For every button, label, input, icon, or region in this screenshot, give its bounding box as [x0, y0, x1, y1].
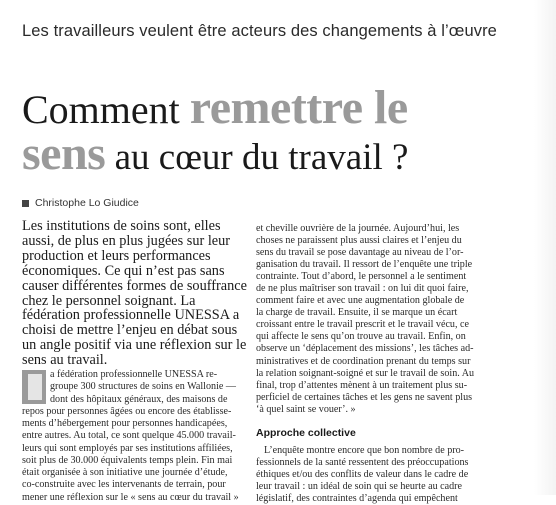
body-line: ganisation du travail. Il ressort de l’enquête une triple: [256, 259, 473, 271]
body-line: croissant entre le travail prescrit et le travail vécu, ce: [256, 319, 469, 331]
body-line: sens du travail se pose davantage au niveau de l’or-: [256, 247, 464, 259]
body-line: observe un ‘déplacement des missions’, les tâches ad-: [256, 343, 474, 355]
lead-line: fédération professionnelle UNESSA a: [22, 307, 240, 324]
body-line: fessionnels de la santé ressentent des préoccupations: [256, 456, 469, 468]
body-line: groupe 300 structures de soins en Wallonie —: [50, 381, 236, 393]
body-line: perficiel de certaines tâches et les gens ne savent plus: [256, 391, 473, 403]
body-line: final, trop d’attentes mènent à un traitement plus su-: [256, 379, 468, 391]
headline-normal-1: Comment: [22, 87, 190, 132]
body-line: ‘à quel saint se vouer’. »: [256, 403, 356, 415]
body-line: éthiques et/ou des conflits de valeur dans le cadre de: [256, 468, 469, 480]
lead-line: économiques. Ce qui n’est pas sans: [22, 262, 225, 279]
body-line: mener une réflexion sur le « sens au cœur du travail »: [22, 491, 239, 503]
body-line: co-construite avec les intervenants de terrain, pour: [22, 479, 226, 491]
body-line: contrainte. Tout d’abord, le personnel a le sentiment: [256, 271, 467, 283]
kicker: Les travailleurs veulent être acteurs des changements à l’œuvre: [22, 22, 497, 40]
body-line: ministratives et de coordination prenant du temps sur: [256, 355, 471, 367]
body-line: soit plus de 30.000 équivalents temps plein. Fin mai: [22, 454, 233, 466]
body-line: repos pour personnes âgées ou encore des établisse-: [22, 405, 232, 417]
body-line: qui affecte le sens qu’on trouve au travail. Enfin, on: [256, 331, 466, 343]
lead-line: aussi, de plus en plus jugées sur leur: [22, 232, 231, 249]
body-line: entre autres. Au total, ce sont quelque 45.000 travail-: [22, 430, 236, 442]
body-line: était organisée à son initiative une journée d’étude,: [22, 467, 228, 478]
headline-line-1: [22, 81, 408, 134]
byline: [22, 197, 139, 209]
body-line: choses ne paraissent plus aussi claires et l’enjeu du: [256, 235, 462, 247]
author-name: Christophe Lo Giudice: [35, 197, 139, 209]
headline-line-2: [22, 127, 409, 180]
body-line: leur travail : un idéal de soin qui se heurte au cadre: [256, 480, 463, 492]
lead-paragraph: [22, 218, 247, 369]
lead-line: Les institutions de soins sont, elles: [22, 218, 221, 234]
body-line: a fédération professionnelle UNESSA re-: [50, 369, 218, 380]
body-line: L’enquête montre encore que bon nombre de pro-: [264, 444, 465, 456]
body-line: dont des hôpitaux généraux, des maisons de: [50, 393, 228, 405]
body-line: la relation soignant-soigné et sur le travail de soin. Au: [256, 367, 475, 379]
body-line: et cheville ouvrière de la journée. Aujourd’hui, les: [256, 223, 460, 234]
body-line: ments d’hébergement pour personnes handicapées,: [22, 418, 228, 429]
body-line: leurs qui sont employés par ses institutions affiliées,: [22, 442, 233, 454]
body-text-left: [22, 369, 244, 504]
lead-line: choisi de mettre l’enjeu en débat sous: [22, 322, 238, 339]
headline-emphasis-2: sens: [22, 127, 106, 180]
body-line: comment faire et avec une augmentation globale de: [256, 295, 465, 307]
lead-line: chez le personnel soignant. La: [22, 292, 196, 309]
section-subheading: Approche collective: [256, 426, 356, 439]
lead-line: causer différentes formes de souffrance: [22, 277, 247, 294]
body-line: législatif, des contraintes d’agenda qui empêchent: [256, 492, 458, 504]
page-edge-shadow: [534, 0, 556, 495]
body-line: la charge de travail. Ensuite, il se marque un écart: [256, 307, 458, 319]
headline-emphasis-1: remettre le: [189, 81, 408, 134]
lead-column: [22, 218, 247, 369]
lead-line: un angle positif via une réflexion sur le: [22, 337, 247, 354]
headline-normal-2: au cœur du travail ?: [105, 137, 409, 178]
body-line: de ne plus maîtriser son travail : on lui dit quoi faire,: [256, 283, 469, 295]
lead-line: sens au travail.: [22, 352, 108, 369]
byline-square-icon: [22, 200, 29, 207]
lead-line: production et leurs performances: [22, 247, 211, 264]
body-text-right: [256, 223, 478, 505]
